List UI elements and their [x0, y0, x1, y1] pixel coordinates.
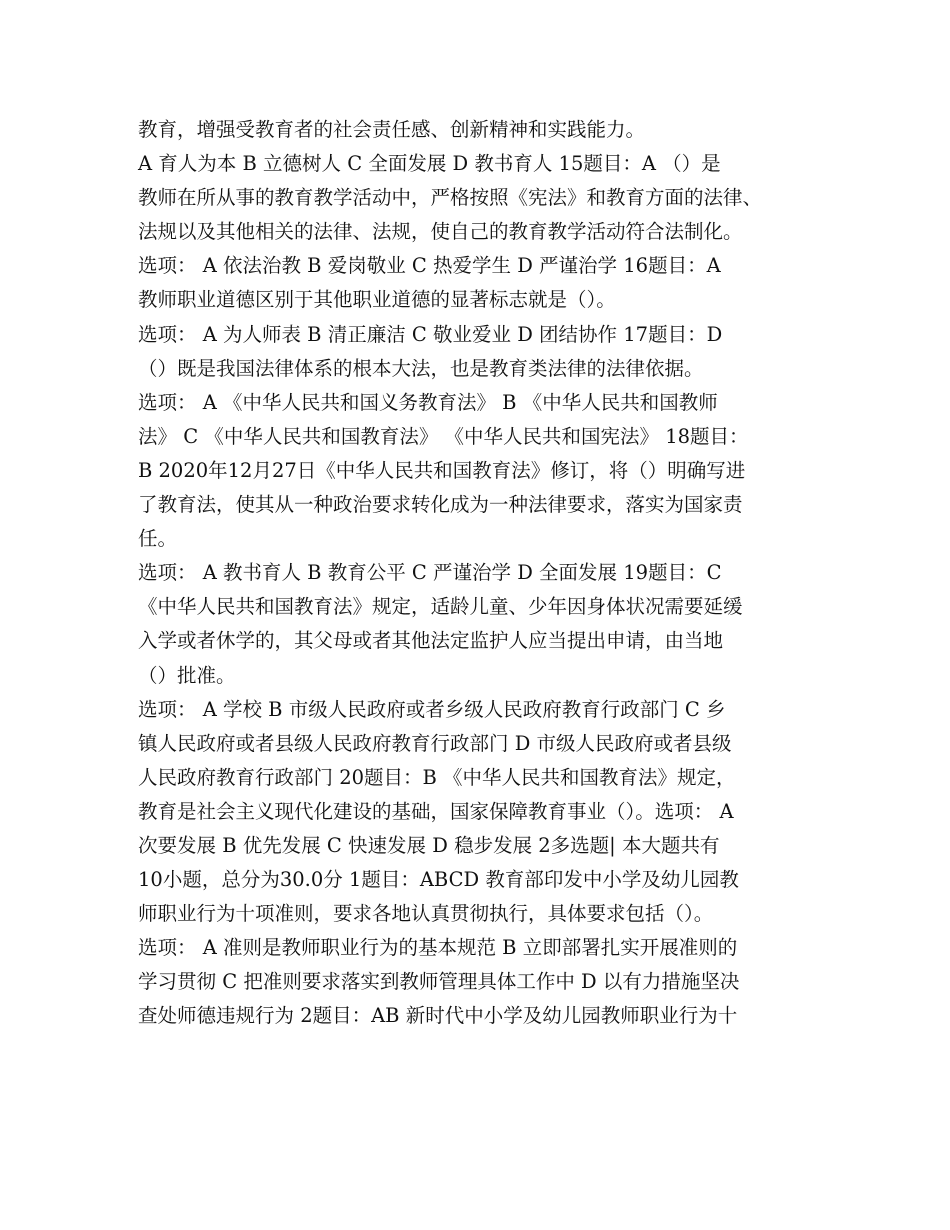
- text-line: 次要发展 B 优先发展 C 快速发展 D 稳步发展 2多选题| 本大题共有: [138, 833, 720, 857]
- text-line: 《中华人民共和国教育法》规定，适龄儿童、少年因身体状况需要延缓: [138, 595, 743, 619]
- text-line: （）既是我国法律体系的根本大法，也是教育类法律的法律依据。: [138, 356, 704, 380]
- text-line: 师职业行为十项准则，要求各地认真贯彻执行，具体要求包括（）。: [138, 902, 714, 926]
- text-line: 入学或者休学的，其父母或者其他法定监护人应当提出申请，由当地: [138, 629, 724, 653]
- text-line: 教育是社会主义现代化建设的基础，国家保障教育事业（）。选项： A: [138, 799, 734, 823]
- text-line: 选项： A 准则是教师职业行为的基本规范 B 立即部署扎实开展准则的: [138, 936, 738, 960]
- text-line: 选项： A 教书育人 B 教育公平 C 严谨治学 D 全面发展 19题目：C: [138, 561, 722, 585]
- text-line: 教师在所从事的教育教学活动中，严格按照《宪法》和教育方面的法律、: [138, 186, 763, 210]
- text-line: 学习贯彻 C 把准则要求落实到教师管理具体工作中 D 以有力措施坚决: [138, 970, 740, 994]
- text-line: 了教育法，使其从一种政治要求转化成为一种法律要求，落实为国家责: [138, 493, 743, 517]
- text-line: 任。: [138, 527, 178, 551]
- text-line: 法》 C 《中华人民共和国教育法》 《中华人民共和国宪法》 18题目：: [138, 424, 749, 448]
- text-line: 选项： A 依法治教 B 爱岗敬业 C 热爱学生 D 严谨治学 16题目：A: [138, 254, 721, 278]
- text-line: 选项： A 学校 B 市级人民政府或者乡级人民政府教育行政部门 C 乡: [138, 697, 726, 721]
- document-body: [138, 113, 838, 1034]
- text-line: 人民政府教育行政部门 20题目：B 《中华人民共和国教育法》规定，: [138, 765, 736, 789]
- text-line: 法规以及其他相关的法律、法规，使自己的教育教学活动符合法制化。: [138, 220, 743, 244]
- text-line: 查处师德违规行为 2题目：AB 新时代中小学及幼儿园教师职业行为十: [138, 1004, 738, 1028]
- text-line: 教师职业道德区别于其他职业道德的显著标志就是（）。: [138, 288, 616, 312]
- text-line: 10小题，总分为30.0分 1题目：ABCD 教育部印发中小学及幼儿园教: [138, 868, 739, 892]
- text-line: 镇人民政府或者县级人民政府教育行政部门 D 市级人民政府或者县级: [138, 731, 732, 755]
- text-line: B 2020年12月27日《中华人民共和国教育法》修订，将（）明确写进: [138, 458, 746, 482]
- text-line: （）批准。: [138, 663, 236, 687]
- text-line: 选项： A 为人师表 B 清正廉洁 C 敬业爱业 D 团结协作 17题目：D: [138, 322, 723, 346]
- text-line: A 育人为本 B 立德树人 C 全面发展 D 教书育人 15题目：A （）是: [138, 152, 721, 176]
- text-line: 选项： A 《中华人民共和国义务教育法》 B 《中华人民共和国教师: [138, 390, 718, 414]
- text-line: 教育，增强受教育者的社会责任感、创新精神和实践能力。: [138, 118, 646, 141]
